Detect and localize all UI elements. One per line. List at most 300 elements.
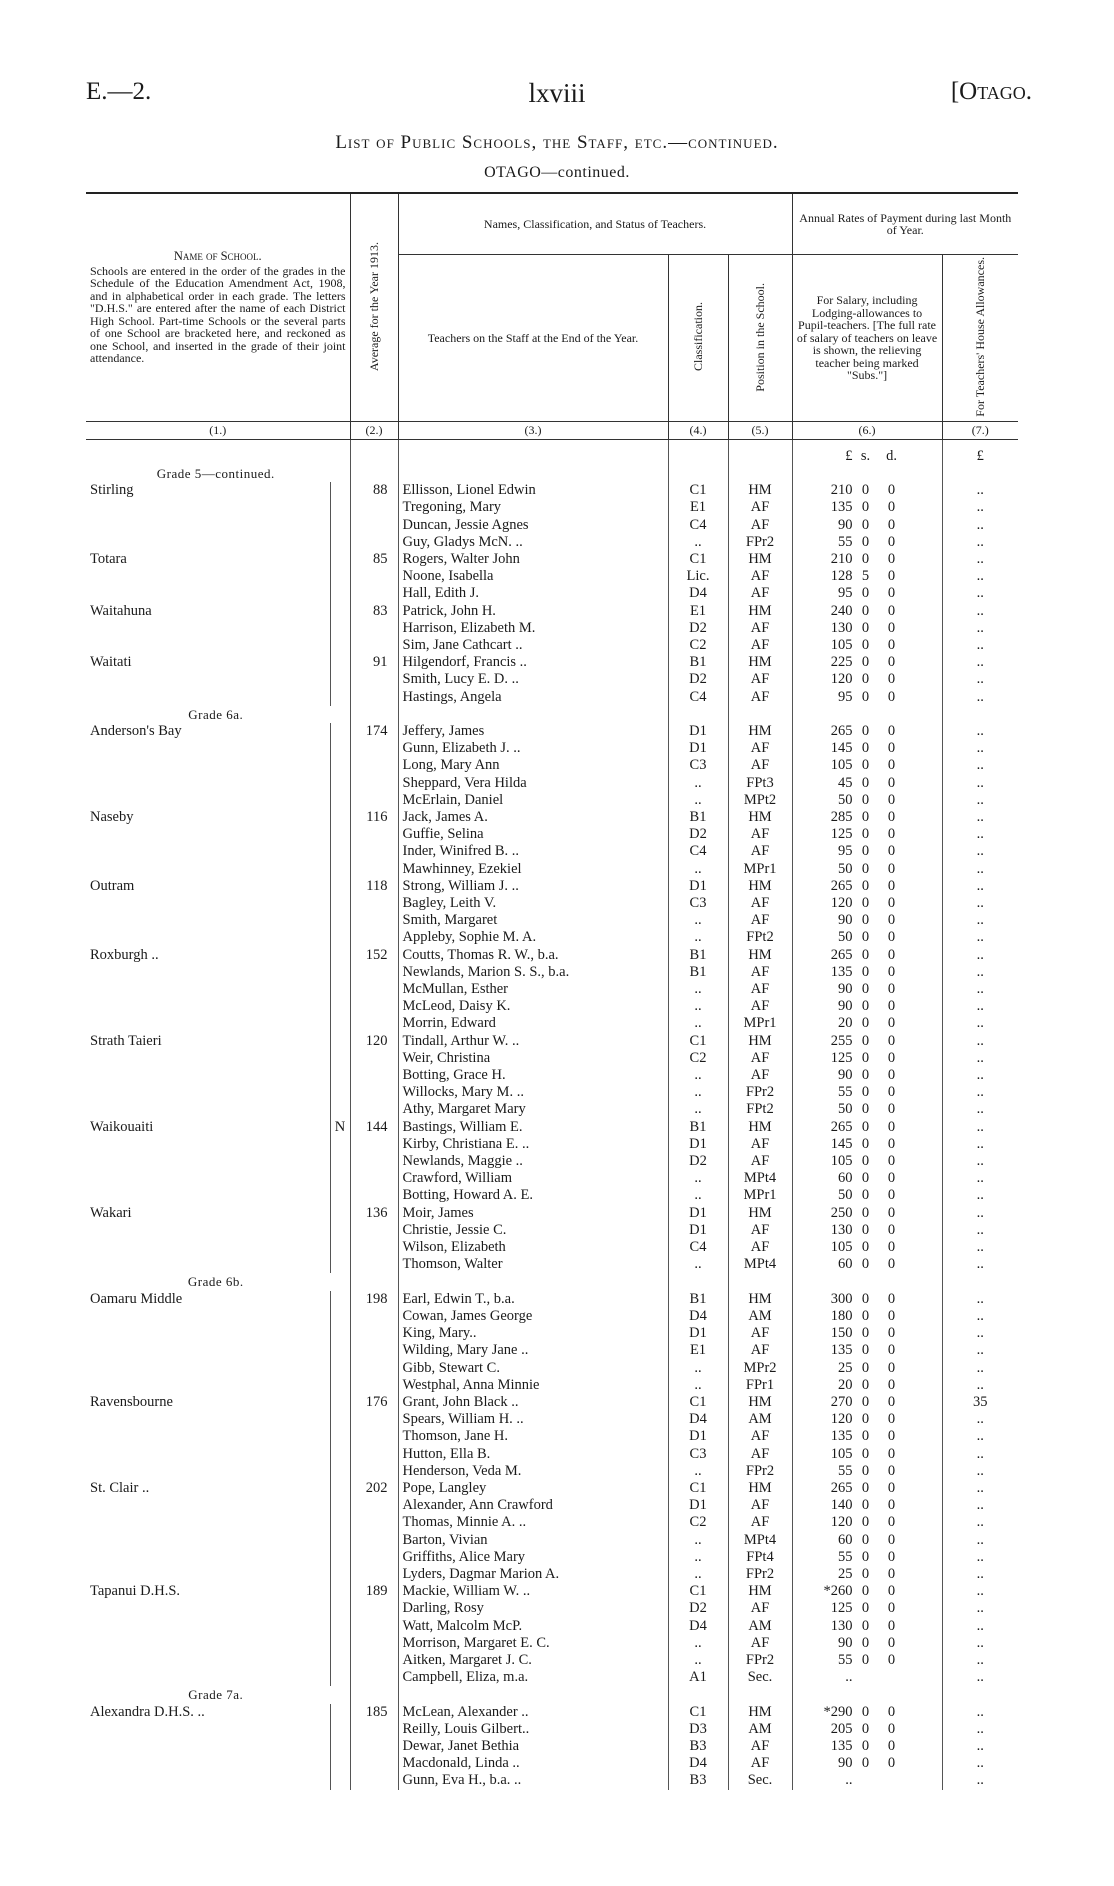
average-attendance: [350, 689, 398, 706]
teacher-name: Bastings, William E.: [398, 1119, 668, 1136]
school-flag: [330, 1256, 350, 1273]
salary: 55 0 0: [792, 1463, 942, 1480]
position: AF: [728, 1755, 792, 1772]
average-attendance: 91: [350, 654, 398, 671]
table-row: [86, 499, 1018, 516]
salary: 105 0 0: [792, 757, 942, 774]
salary: 90 0 0: [792, 912, 942, 929]
school-flag: [330, 1170, 350, 1187]
table-row: [86, 534, 1018, 551]
school-name: [86, 1325, 330, 1342]
house-allowance: ..: [942, 1480, 1018, 1497]
salary: 105 0 0: [792, 1153, 942, 1170]
teacher-name: Noone, Isabella: [398, 568, 668, 585]
teacher-name: Jack, James A.: [398, 809, 668, 826]
house-allowance: ..: [942, 551, 1018, 568]
classification: ..: [668, 1566, 728, 1583]
school-flag: [330, 757, 350, 774]
table-row: [86, 603, 1018, 620]
classification: C2: [668, 637, 728, 654]
teacher-name: Newlands, Maggie ..: [398, 1153, 668, 1170]
school-name: [86, 1411, 330, 1428]
table-row: [86, 1101, 1018, 1118]
classification: D1: [668, 1222, 728, 1239]
position: AF: [728, 517, 792, 534]
school-flag: [330, 947, 350, 964]
school-name: [86, 1755, 330, 1772]
school-flag: [330, 1222, 350, 1239]
col-header-house: For Teachers' House Allowances.: [942, 255, 1018, 422]
classification: ..: [668, 1532, 728, 1549]
classification: C1: [668, 1704, 728, 1721]
school-flag: [330, 1583, 350, 1600]
house-allowance: ..: [942, 1153, 1018, 1170]
teacher-name: Smith, Margaret: [398, 912, 668, 929]
classification: B1: [668, 654, 728, 671]
salary: 55 0 0: [792, 534, 942, 551]
school-name: [86, 826, 330, 843]
salary: 20 0 0: [792, 1377, 942, 1394]
teacher-name: Sim, Jane Cathcart ..: [398, 637, 668, 654]
school-name: [86, 1050, 330, 1067]
house-allowance: ..: [942, 1170, 1018, 1187]
school-name: Stirling: [86, 482, 330, 499]
school-flag: [330, 1084, 350, 1101]
average-attendance: [350, 1497, 398, 1514]
salary: 270 0 0: [792, 1394, 942, 1411]
school-flag: N: [330, 1119, 350, 1136]
table-row: [86, 740, 1018, 757]
table-row: [86, 775, 1018, 792]
school-name: Waitahuna: [86, 603, 330, 620]
school-flag: [330, 826, 350, 843]
house-allowance: ..: [942, 585, 1018, 602]
table-row: [86, 1119, 1018, 1136]
house-allowance: ..: [942, 878, 1018, 895]
house-allowance: ..: [942, 1342, 1018, 1359]
school-name: Totara: [86, 551, 330, 568]
table-row: [86, 723, 1018, 740]
table-row: [86, 1497, 1018, 1514]
school-flag: [330, 1463, 350, 1480]
house-allowance: ..: [942, 929, 1018, 946]
table-row: [86, 568, 1018, 585]
teacher-name: Earl, Edwin T., b.a.: [398, 1291, 668, 1308]
average-attendance: 174: [350, 723, 398, 740]
school-flag: [330, 1308, 350, 1325]
table-row: [86, 689, 1018, 706]
salary: 130 0 0: [792, 1618, 942, 1635]
teacher-name: Thomas, Minnie A. ..: [398, 1514, 668, 1531]
school-flag: [330, 1394, 350, 1411]
school-flag: [330, 671, 350, 688]
school-flag: [330, 1755, 350, 1772]
salary: 135 0 0: [792, 499, 942, 516]
teacher-name: Ellisson, Lionel Edwin: [398, 482, 668, 499]
classification: C1: [668, 1480, 728, 1497]
house-allowance: ..: [942, 723, 1018, 740]
house-allowance: ..: [942, 1136, 1018, 1153]
house-allowance: ..: [942, 998, 1018, 1015]
average-attendance: [350, 912, 398, 929]
school-flag: [330, 1101, 350, 1118]
classification: C3: [668, 757, 728, 774]
table-body: [86, 439, 1018, 1789]
school-flag: [330, 1618, 350, 1635]
grade-label: Grade 6b.: [86, 1273, 350, 1290]
salary: 135 0 0: [792, 964, 942, 981]
col-num-7: (7.): [942, 422, 1018, 440]
position: AF: [728, 1067, 792, 1084]
average-attendance: [350, 1015, 398, 1032]
average-attendance: [350, 740, 398, 757]
teacher-name: Harrison, Elizabeth M.: [398, 620, 668, 637]
salary: 90 0 0: [792, 1067, 942, 1084]
classification: ..: [668, 981, 728, 998]
average-attendance: [350, 1618, 398, 1635]
classification: E1: [668, 1342, 728, 1359]
house-allowance: ..: [942, 1497, 1018, 1514]
classification: D2: [668, 671, 728, 688]
average-attendance: [350, 585, 398, 602]
school-name: [86, 1600, 330, 1617]
average-attendance: 144: [350, 1119, 398, 1136]
table-row: [86, 1084, 1018, 1101]
classification: C3: [668, 1446, 728, 1463]
average-attendance: [350, 499, 398, 516]
house-allowance: ..: [942, 1067, 1018, 1084]
house-allowance: ..: [942, 1222, 1018, 1239]
house-allowance: ..: [942, 568, 1018, 585]
classification: D2: [668, 1153, 728, 1170]
school-name: [86, 1618, 330, 1635]
average-attendance: [350, 1635, 398, 1652]
table-row: [86, 878, 1018, 895]
table-row: [86, 620, 1018, 637]
position: AM: [728, 1618, 792, 1635]
salary: 60 0 0: [792, 1170, 942, 1187]
average-attendance: 202: [350, 1480, 398, 1497]
position: MPr2: [728, 1360, 792, 1377]
col-header-salary: For Salary, including Lodging-allowances to Pupil-teachers. [The full rate of salary of teachers on leave is shown, the relieving teacher being marked "Subs."]: [792, 255, 942, 422]
house-allowance: ..: [942, 1669, 1018, 1686]
col-header-classification: Classification.: [668, 255, 728, 422]
classification: ..: [668, 1256, 728, 1273]
school-flag: [330, 929, 350, 946]
school-flag: [330, 843, 350, 860]
average-attendance: [350, 1239, 398, 1256]
school-flag: [330, 775, 350, 792]
school-name: Waikouaiti: [86, 1119, 330, 1136]
average-attendance: [350, 1532, 398, 1549]
teacher-name: Spears, William H. ..: [398, 1411, 668, 1428]
salary: 50 0 0: [792, 1101, 942, 1118]
school-flag: [330, 1446, 350, 1463]
teacher-name: Morrin, Edward: [398, 1015, 668, 1032]
table-row: [86, 981, 1018, 998]
position: MPr1: [728, 861, 792, 878]
average-attendance: [350, 1772, 398, 1789]
table-row: [86, 585, 1018, 602]
position: HM: [728, 1480, 792, 1497]
teacher-name: Macdonald, Linda ..: [398, 1755, 668, 1772]
school-name: Outram: [86, 878, 330, 895]
average-attendance: [350, 1050, 398, 1067]
school-flag: [330, 499, 350, 516]
school-name: [86, 1256, 330, 1273]
teacher-name: Hastings, Angela: [398, 689, 668, 706]
salary: 265 0 0: [792, 878, 942, 895]
school-flag: [330, 1067, 350, 1084]
position: MPr1: [728, 1187, 792, 1204]
school-name: [86, 568, 330, 585]
teacher-name: McMullan, Esther: [398, 981, 668, 998]
school-flag: [330, 1015, 350, 1032]
house-allowance: ..: [942, 947, 1018, 964]
position: AF: [728, 895, 792, 912]
classification: D1: [668, 1497, 728, 1514]
position: AF: [728, 1428, 792, 1445]
average-attendance: [350, 1256, 398, 1273]
average-attendance: 189: [350, 1583, 398, 1600]
page-number: lxviii: [528, 78, 586, 108]
average-attendance: [350, 964, 398, 981]
house-allowance: ..: [942, 1205, 1018, 1222]
house-allowance: ..: [942, 1411, 1018, 1428]
position: HM: [728, 878, 792, 895]
position: AF: [728, 826, 792, 843]
classification: B3: [668, 1772, 728, 1789]
teacher-name: Gibb, Stewart C.: [398, 1360, 668, 1377]
classification: C4: [668, 1239, 728, 1256]
school-flag: [330, 1480, 350, 1497]
school-name: [86, 1428, 330, 1445]
position: AF: [728, 757, 792, 774]
classification: ..: [668, 1377, 728, 1394]
position: Sec.: [728, 1669, 792, 1686]
teacher-name: Dewar, Janet Bethia: [398, 1738, 668, 1755]
house-allowance: ..: [942, 1377, 1018, 1394]
teacher-name: Inder, Winifred B. ..: [398, 843, 668, 860]
average-attendance: [350, 1360, 398, 1377]
school-flag: [330, 1291, 350, 1308]
house-allowance: ..: [942, 1532, 1018, 1549]
average-attendance: [350, 1222, 398, 1239]
position: FPt2: [728, 1101, 792, 1118]
average-attendance: [350, 671, 398, 688]
table-row: [86, 1256, 1018, 1273]
teacher-name: Campbell, Eliza, m.a.: [398, 1669, 668, 1686]
school-flag: [330, 912, 350, 929]
teacher-name: McLeod, Daisy K.: [398, 998, 668, 1015]
school-flag: [330, 1325, 350, 1342]
school-flag: [330, 1377, 350, 1394]
grade-label: Grade 7a.: [86, 1686, 350, 1703]
salary: 145 0 0: [792, 1136, 942, 1153]
table-row: [86, 1755, 1018, 1772]
average-attendance: [350, 1067, 398, 1084]
house-allowance: ..: [942, 1618, 1018, 1635]
average-attendance: [350, 792, 398, 809]
average-attendance: [350, 517, 398, 534]
teacher-name: Wilding, Mary Jane ..: [398, 1342, 668, 1359]
teacher-name: McErlain, Daniel: [398, 792, 668, 809]
salary: 105 0 0: [792, 637, 942, 654]
house-allowance: ..: [942, 1360, 1018, 1377]
house-allowance: ..: [942, 1256, 1018, 1273]
salary: 25 0 0: [792, 1566, 942, 1583]
salary: 265 0 0: [792, 1480, 942, 1497]
position: AM: [728, 1721, 792, 1738]
teacher-name: Tregoning, Mary: [398, 499, 668, 516]
school-name: [86, 1067, 330, 1084]
position: AF: [728, 1153, 792, 1170]
school-flag: [330, 1549, 350, 1566]
school-flag: [330, 1566, 350, 1583]
average-attendance: [350, 1084, 398, 1101]
position: Sec.: [728, 1772, 792, 1789]
teacher-name: Thomson, Walter: [398, 1256, 668, 1273]
average-attendance: [350, 1170, 398, 1187]
classification: D2: [668, 826, 728, 843]
teacher-name: Hilgendorf, Francis ..: [398, 654, 668, 671]
teacher-name: Sheppard, Vera Hilda: [398, 775, 668, 792]
table-row: [86, 1136, 1018, 1153]
salary: 90 0 0: [792, 1635, 942, 1652]
page-subtitle: OTAGO—continued.: [484, 164, 630, 181]
table-row: [86, 1514, 1018, 1531]
position: HM: [728, 1704, 792, 1721]
table-row: [86, 1772, 1018, 1789]
classification: C4: [668, 689, 728, 706]
school-flag: [330, 895, 350, 912]
school-flag: [330, 637, 350, 654]
table-row: [86, 792, 1018, 809]
school-flag: [330, 654, 350, 671]
average-attendance: 176: [350, 1394, 398, 1411]
classification: B1: [668, 964, 728, 981]
position: HM: [728, 1033, 792, 1050]
school-name: [86, 1532, 330, 1549]
position: AM: [728, 1308, 792, 1325]
school-name: Strath Taieri: [86, 1033, 330, 1050]
table-row: [86, 1480, 1018, 1497]
teacher-name: Athy, Margaret Mary: [398, 1101, 668, 1118]
salary: 50 0 0: [792, 792, 942, 809]
house-allowance: ..: [942, 482, 1018, 499]
table-row: [86, 895, 1018, 912]
teacher-name: Aitken, Margaret J. C.: [398, 1652, 668, 1669]
table-row: [86, 1239, 1018, 1256]
position: HM: [728, 809, 792, 826]
table-row: [86, 1652, 1018, 1669]
position: AF: [728, 981, 792, 998]
school-flag: [330, 1033, 350, 1050]
house-allowance: ..: [942, 1033, 1018, 1050]
classification: D1: [668, 1325, 728, 1342]
salary: 50 0 0: [792, 1187, 942, 1204]
average-attendance: 116: [350, 809, 398, 826]
table-row: [86, 551, 1018, 568]
school-flag: [330, 1600, 350, 1617]
col-num-2: (2.): [350, 422, 398, 440]
position: MPt2: [728, 792, 792, 809]
schools-table: [86, 192, 1018, 1790]
school-flag: [330, 1360, 350, 1377]
position: HM: [728, 551, 792, 568]
salary: 50 0 0: [792, 861, 942, 878]
salary: *290 0 0: [792, 1704, 942, 1721]
school-flag: [330, 1532, 350, 1549]
average-attendance: 185: [350, 1704, 398, 1721]
teacher-name: Gunn, Eva H., b.a. ..: [398, 1772, 668, 1789]
school-name: Tapanui D.H.S.: [86, 1583, 330, 1600]
col-num-3: (3.): [398, 422, 668, 440]
average-attendance: [350, 1446, 398, 1463]
school-name: [86, 1514, 330, 1531]
classification: D4: [668, 585, 728, 602]
average-attendance: [350, 1411, 398, 1428]
house-allowance: ..: [942, 1446, 1018, 1463]
position: FPr2: [728, 534, 792, 551]
average-attendance: [350, 1377, 398, 1394]
col-num-6: (6.): [792, 422, 942, 440]
teacher-name: Willocks, Mary M. ..: [398, 1084, 668, 1101]
table-row: [86, 1549, 1018, 1566]
salary: 90 0 0: [792, 1755, 942, 1772]
position: AF: [728, 1738, 792, 1755]
salary: 90 0 0: [792, 981, 942, 998]
house-allowance: ..: [942, 671, 1018, 688]
salary: 205 0 0: [792, 1721, 942, 1738]
salary: 105 0 0: [792, 1446, 942, 1463]
house-allowance: ..: [942, 517, 1018, 534]
house-allowance: ..: [942, 1704, 1018, 1721]
school-flag: [330, 1635, 350, 1652]
position: MPr1: [728, 1015, 792, 1032]
teacher-name: Guy, Gladys McN. ..: [398, 534, 668, 551]
grade-heading-row: [86, 706, 1018, 723]
house-allowance: ..: [942, 809, 1018, 826]
school-flag: [330, 1772, 350, 1789]
classification: C1: [668, 1583, 728, 1600]
classification: D4: [668, 1308, 728, 1325]
school-name: [86, 1635, 330, 1652]
teacher-name: Hall, Edith J.: [398, 585, 668, 602]
average-attendance: [350, 637, 398, 654]
salary: 265 0 0: [792, 1119, 942, 1136]
teacher-name: Reilly, Louis Gilbert..: [398, 1721, 668, 1738]
school-flag: [330, 1342, 350, 1359]
table-row: [86, 998, 1018, 1015]
salary: 128 5 0: [792, 568, 942, 585]
table-row: [86, 843, 1018, 860]
classification: ..: [668, 1170, 728, 1187]
position: AF: [728, 912, 792, 929]
average-attendance: [350, 620, 398, 637]
school-flag: [330, 568, 350, 585]
position: AF: [728, 671, 792, 688]
house-allowance: ..: [942, 826, 1018, 843]
position: HM: [728, 1583, 792, 1600]
school-name: [86, 1342, 330, 1359]
school-name: [86, 517, 330, 534]
school-name: [86, 1101, 330, 1118]
teacher-name: Crawford, William: [398, 1170, 668, 1187]
teacher-name: Botting, Grace H.: [398, 1067, 668, 1084]
position: AF: [728, 1635, 792, 1652]
average-attendance: [350, 1428, 398, 1445]
